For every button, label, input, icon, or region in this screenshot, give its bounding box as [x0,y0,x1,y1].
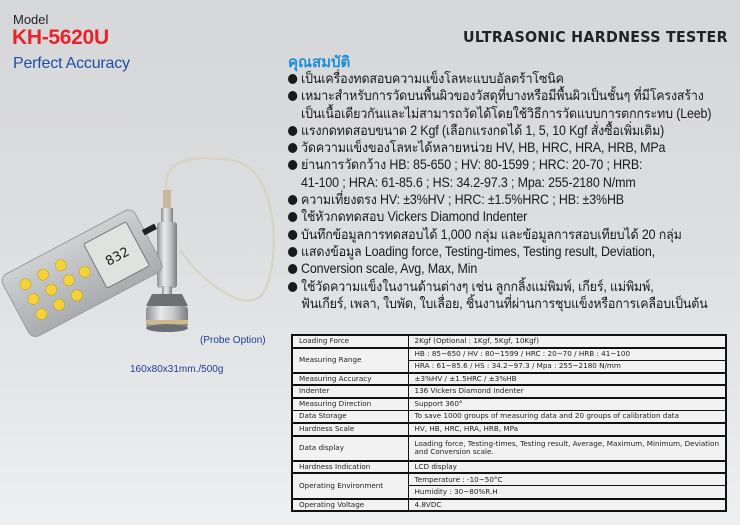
spec-label: Operating Environment [292,473,408,498]
feature-item: แสดงข้อมูล Loading force, Testing-times, Testing result, Deviation, [288,243,697,260]
feature-list [288,70,728,312]
model-label: Model [13,12,49,27]
features-heading: คุณสมบัติ [288,54,351,71]
table-row [292,436,726,461]
spec-label: Data Storage [292,411,408,424]
probe-option-caption: (Probe Option) [200,335,266,346]
spec-value: Support 360° [408,398,726,411]
table-row [292,385,726,398]
dimensions-caption: 160x80x31mm./500g [130,364,224,375]
spec-value: Temperature : -10~50°C [408,473,726,486]
spec-value: 136 Vickers Diamond Indenter [408,385,726,398]
spec-label: Measuring Direction [292,398,408,411]
table-row [292,473,726,486]
feature-item: เป็นเครื่องทดสอบความแข็งโลหะแบบอัลตร้าโซนิค [288,70,697,87]
feature-item: วัดความแข็งของโลหะได้หลายหน่วย HV, HB, HRC, HRA, HRB, MPa [288,139,697,156]
spec-value: To save 1000 groups of measuring data and 20 groups of calibration data [408,411,726,424]
spec-value: HV, HB, HRC, HRA, HRB, MPa [408,423,726,436]
spec-value: 4.8VDC [408,499,726,512]
spec-label: Indenter [292,385,408,398]
feature-item-continued: ฟันเกียร์, เพลา, ใบพัด, ใบเลื่อย, ชิ้นงานที่ผ่านการชุบแข็งหรือการเคลือบเป็นต้น [301,295,708,311]
svg-text:832: 832 [103,244,133,270]
table-row [292,411,726,424]
spec-table [291,334,727,512]
table-row [292,423,726,436]
spec-label: Data display [292,436,408,461]
table-row [292,499,726,512]
feature-item: แรงกดทดสอบขนาด 2 Kgf (เลือกแรงกดได้ 1, 5, 10 Kgf สั่งซื้อเพิ่มเติม) [288,122,697,139]
table-row [292,335,726,348]
spec-value: Humidity : 30~80%R.H [408,486,726,499]
feature-item-continued: เป็นเนื้อเดียวกันและไม่สามารถวัดได้โดยใช้วิธีการวัดแบบการตกกระทบ (Leeb) [301,105,712,121]
spec-value: 2Kgf (Optional : 1Kgf, 5Kgf, 10Kgf) [408,335,726,348]
spec-label: Measuring Range [292,348,408,373]
feature-item: Conversion scale, Avg, Max, Min [288,260,697,277]
feature-item: บันทึกข้อมูลการทดสอบได้ 1,000 กลุ่ม และข้อมูลการสอบเทียบได้ 20 กลุ่ม [288,226,697,243]
spec-value: LCD display [408,461,726,474]
table-row [292,373,726,386]
spec-value: HRA : 61~85.6 / HS : 34.2~97.3 / Mpa : 255~2180 N/mm [408,360,726,373]
probe-cable [166,158,274,300]
spec-label: Measuring Accuracy [292,373,408,386]
feature-item: เหมาะสำหรับการวัดบนพื้นผิวของวัสดุที่บางหรือมีพื้นผิวเป็นชั้นๆ ที่มีโครงสร้าง [288,87,697,104]
tagline: Perfect Accuracy [13,55,130,72]
spec-label: Loading Force [292,335,408,348]
feature-item-continued: 41-100 ; HRA: 61-85.6 ; HS: 34.2-97.3 ; Mpa: 255-2180 N/mm [301,174,636,190]
spec-value: ±3%HV / ±1.5HRC / ±3%HB [408,373,726,386]
feature-item: ย่านการวัดกว้าง HB: 85-650 ; HV: 80-1599 ; HRC: 20-70 ; HRB: [288,156,697,173]
spec-label: Hardness Scale [292,423,408,436]
table-row [292,348,726,361]
table-row [292,461,726,474]
spec-label: Operating Voltage [292,499,408,512]
spec-label: Hardness Indication [292,461,408,474]
product-image [0,110,290,360]
feature-item: ใช้วัดความแข็งในงานด้านต่างๆ เช่น ลูกกลิ้งแม่พิมพ์, เกียร์, แม่พิมพ์, [288,278,697,295]
spec-value: Loading force, Testing-times, Testing result, Average, Maximum, Minimum, Deviation and Conversion scale. [408,436,726,461]
feature-item: ความเที่ยงตรง HV: ±3%HV ; HRC: ±1.5%HRC ; HB: ±3%HB [288,191,697,208]
table-row [292,398,726,411]
spec-value: HB : 85~650 / HV : 80~1599 / HRC : 20~70 / HRB : 41~100 [408,348,726,361]
product-title: ULTRASONIC HARDNESS TESTER [463,28,728,46]
model-code: KH-5620U [12,26,109,49]
feature-item: ใช้หัวกดทดสอบ Vickers Diamond Indenter [288,208,697,225]
